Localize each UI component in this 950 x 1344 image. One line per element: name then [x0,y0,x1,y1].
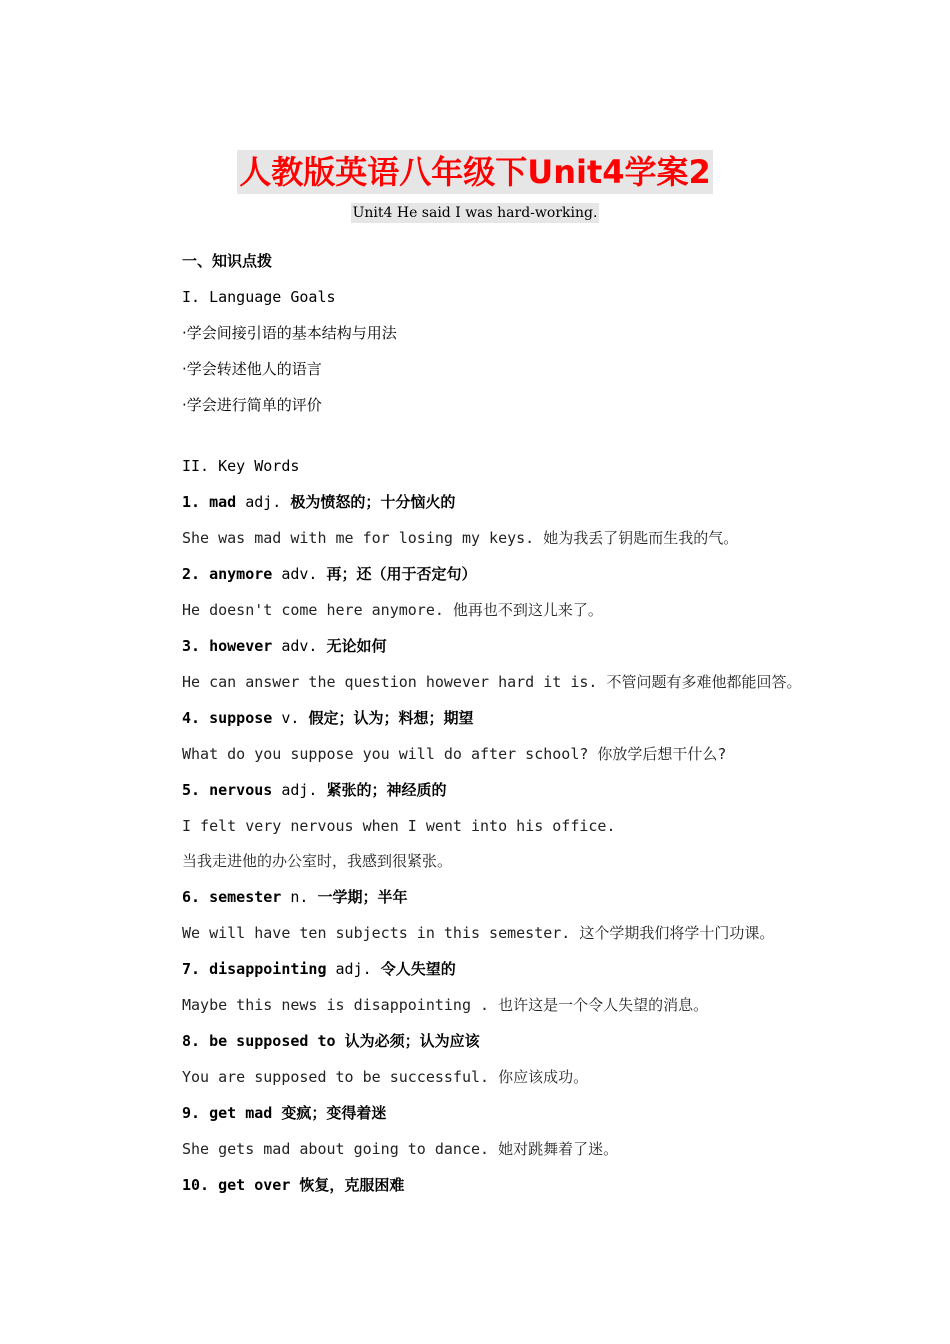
word-entry [182,491,455,513]
word-example: What do you suppose you will do after school? 你放学后想干什么? [182,745,727,763]
key-words-heading: II. Key Words [182,457,300,475]
word-pos: adj. [245,493,282,511]
word-pos: adv. [281,565,318,583]
word-example: He doesn't come here anymore. 他再也不到这儿来了。 [182,601,603,619]
word-meaning: 令人失望的 [380,960,456,978]
word-entry [182,635,387,657]
word-head: 2. anymore [182,565,273,583]
word-pos: adv. [281,637,318,655]
goal-item: ·学会间接引语的基本结构与用法 [182,324,397,342]
word-example: He can answer the question however hard it is. 不管问题有多难他都能回答。 [182,673,802,691]
document-title: 人教版英语八年级下Unit4学案2 [237,150,713,194]
word-example: She gets mad about going to dance. 她对跳舞着了迷。 [182,1140,619,1158]
word-pos: v. [281,709,300,727]
word-meaning: 紧张的；神经质的 [326,781,447,799]
word-entry [182,1174,404,1196]
word-head: 5. nervous [182,781,273,799]
goals-heading: I. Language Goals [182,288,336,306]
word-head: 7. disappointing [182,960,327,978]
word-head: 3. however [182,637,273,655]
word-example: She was mad with me for losing my keys. 她为我丢了钥匙而生我的气。 [182,529,739,547]
word-meaning: 一学期；半年 [317,888,408,906]
document-subtitle-wrap [0,202,950,223]
word-head: 4. suppose [182,709,273,727]
word-example: We will have ten subjects in this semester. 这个学期我们将学十门功课。 [182,924,775,942]
word-head: 6. semester [182,888,282,906]
word-head: 1. mad [182,493,237,511]
word-meaning: 恢复，克服困难 [299,1176,405,1194]
section-heading: 一、知识点拨 [182,252,273,270]
word-entry [182,563,477,585]
word-entry [182,779,447,801]
word-example: I felt very nervous when I went into his office. [182,817,616,835]
word-example: You are supposed to be successful. 你应该成功。 [182,1068,589,1086]
document-subtitle: Unit4 He said I was hard-working. [352,205,598,221]
word-pos: adj. [335,960,372,978]
word-meaning: 认为必须；认为应该 [344,1032,480,1050]
goal-item: ·学会进行简单的评价 [182,396,322,414]
word-head: 9. get mad [182,1104,273,1122]
word-head: 10. get over [182,1176,291,1194]
word-entry [182,707,473,729]
word-example-translation: 当我走进他的办公室时，我感到很紧张。 [182,852,453,870]
word-entry [182,1030,480,1052]
goal-item: ·学会转述他人的语言 [182,360,322,378]
word-entry [182,886,407,908]
document-title-wrap [0,150,950,194]
word-head: 8. be supposed to [182,1032,336,1050]
word-entry [182,958,456,980]
word-example: Maybe this news is disappointing . 也许这是一个令人失望的消息。 [182,996,709,1014]
word-meaning: 极为愤怒的；十分恼火的 [290,493,456,511]
word-pos: n. [290,888,309,906]
word-pos: adj. [281,781,318,799]
word-meaning: 无论如何 [326,637,387,655]
word-meaning: 假定；认为；料想；期望 [308,709,474,727]
word-meaning: 再；还（用于否定句） [326,565,477,583]
word-entry [182,1102,386,1124]
word-meaning: 变疯；变得着迷 [281,1104,387,1122]
